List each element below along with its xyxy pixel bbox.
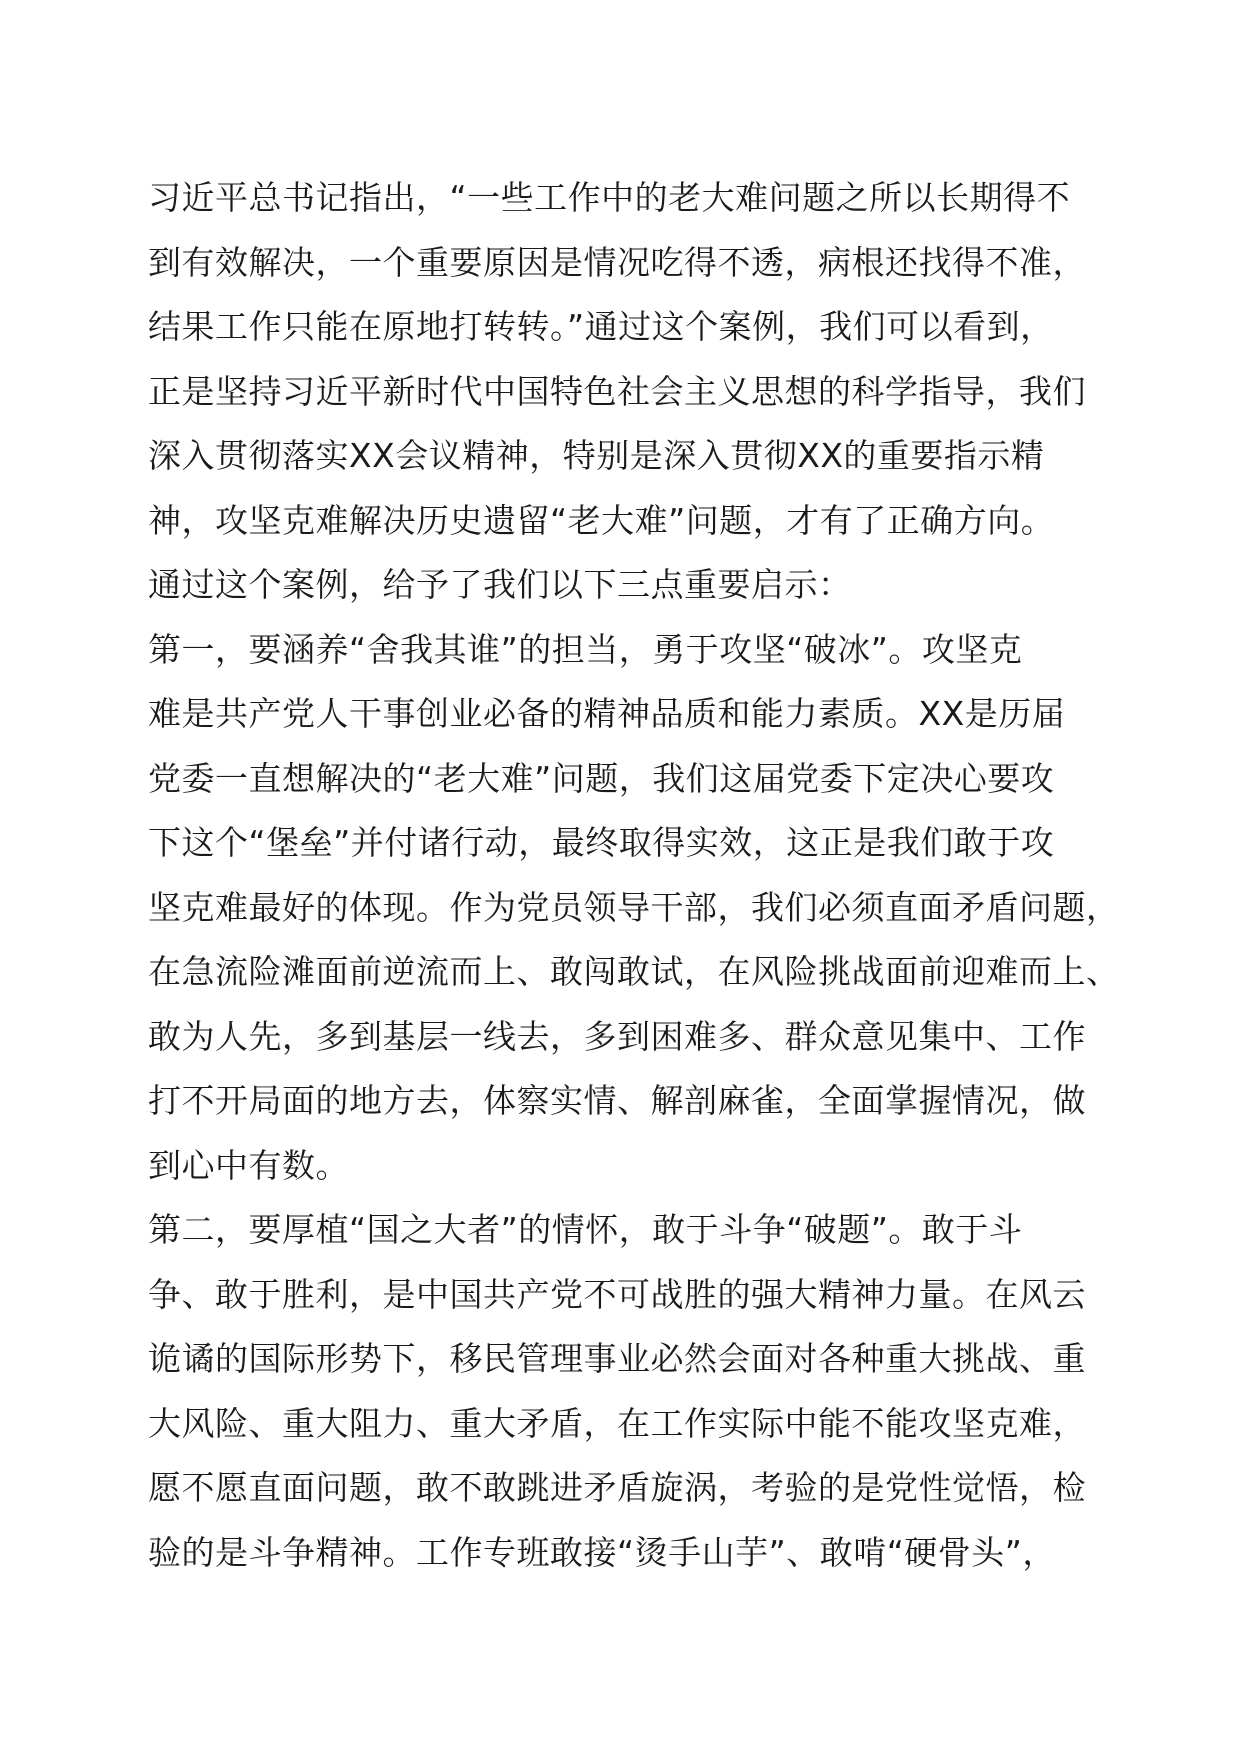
text-line: 习近平总书记指出，“一些工作中的老大难问题之所以长期得不 <box>148 178 1071 217</box>
text-line: 争、敢于胜利，是中国共产党不可战胜的强大精神力量。在风云 <box>148 1274 1086 1314</box>
text-line: 难是共产党人干事创业必备的精神品质和能力素质。XX是历届 <box>148 694 1066 733</box>
text-line: 神，攻坚克难解决历史遗留“老大难”问题，才有了正确方向。 <box>148 500 1055 540</box>
text-line: 大风险、重大阻力、重大矛盾，在工作实际中能不能攻坚克难， <box>148 1403 1086 1443</box>
text-line: 深入贯彻落实XX会议精神，特别是深入贯彻XX的重要指示精 <box>148 436 1045 475</box>
text-line: 结果工作只能在原地打转转。”通过这个案例，我们可以看到， <box>148 307 1054 346</box>
text-line: 诡谲的国际形势下，移民管理事业必然会面对各种重大挑战、重 <box>148 1339 1086 1378</box>
text-line: 党委一直想解决的“老大难”问题，我们这届党委下定决心要攻 <box>148 758 1055 798</box>
text-line: 在急流险滩面前逆流而上、敢闯敢试，在风险挑战面前迎难而上、 <box>148 952 1120 991</box>
text-line: 敢为人先，多到基层一线去，多到困难多、群众意见集中、工作 <box>148 1016 1086 1056</box>
text-line: 通过这个案例，给予了我们以下三点重要启示： <box>148 565 852 604</box>
text-line: 到有效解决，一个重要原因是情况吃得不透，病根还找得不准， <box>148 242 1086 282</box>
text-line: 到心中有数。 <box>148 1145 349 1185</box>
text-line: 愿不愿直面问题，敢不敢跳进矛盾旋涡，考验的是党性觉悟，检 <box>148 1468 1086 1507</box>
text-line: 坚克难最好的体现。作为党员领导干部，我们必须直面矛盾问题， <box>148 887 1120 927</box>
body-text <box>148 166 1128 1585</box>
text-line: 下这个“堡垒”并付诸行动，最终取得实效，这正是我们敢于攻 <box>148 823 1055 862</box>
text-line: 正是坚持习近平新时代中国特色社会主义思想的科学指导，我们 <box>148 371 1086 411</box>
text-line: 第二，要厚植“国之大者”的情怀，敢于斗争“破题”。敢于斗 <box>148 1210 1023 1249</box>
text-line: 打不开局面的地方去，体察实情、解剖麻雀，全面掌握情况，做 <box>148 1081 1086 1120</box>
text-line: 第一，要涵养“舍我其谁”的担当，勇于攻坚“破冰”。攻坚克 <box>148 629 1023 669</box>
text-line: 验的是斗争精神。工作专班敢接“烫手山芋”、敢啃“硬骨头”， <box>148 1532 1056 1572</box>
